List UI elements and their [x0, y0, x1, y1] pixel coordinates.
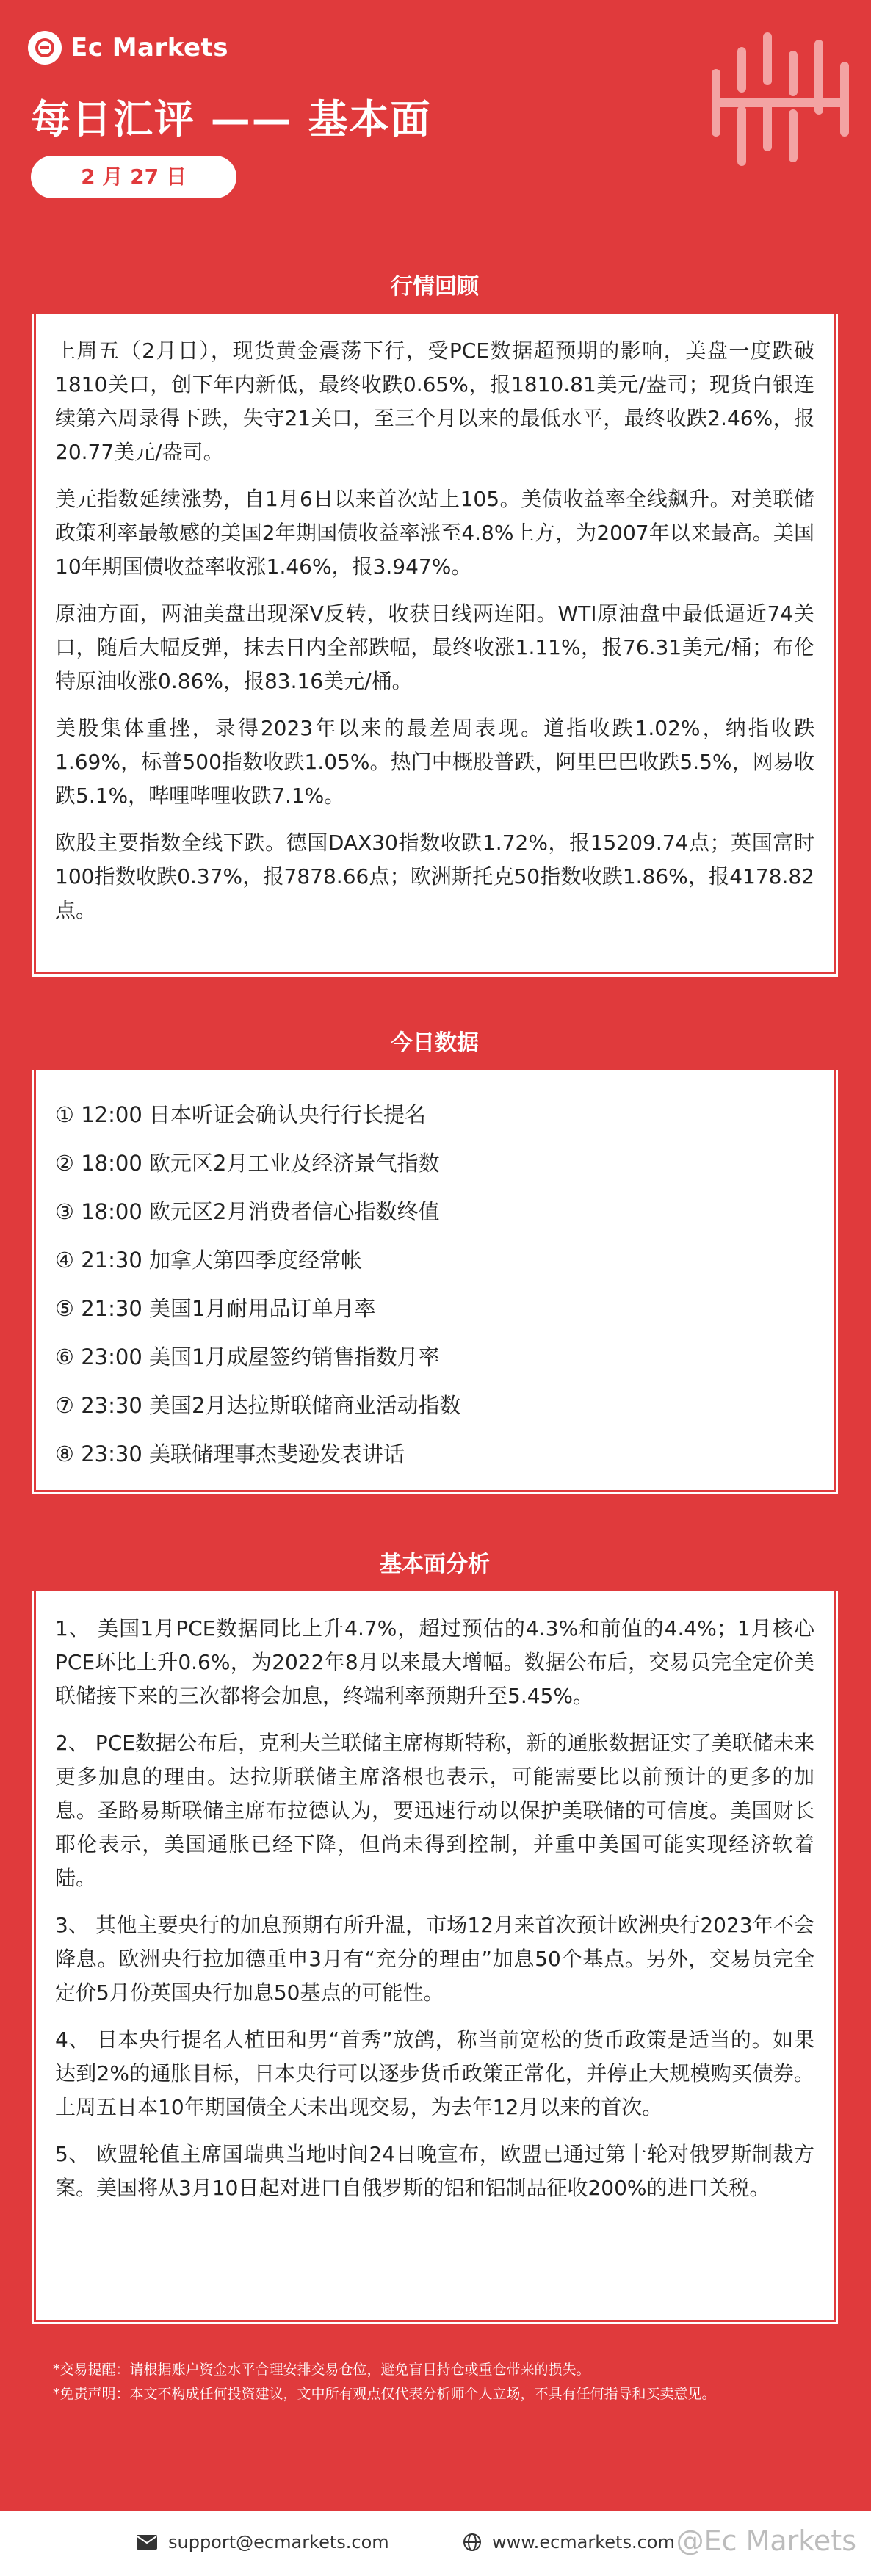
email-text: support@ecmarkets.com	[168, 2532, 389, 2553]
paragraph: 上周五（2月日），现货黄金震荡下行，受PCE数据超预期的影响，美盘一度跌破1810关口，创下年内新低，最终收跌0.65%，报1810.81美元/盎司；现货白银连续第六周录得下跌，失守21关口，至三个月以来的最低水平，最终收跌2.46%，报20.77美元/盎司。	[55, 339, 814, 464]
footer	[0, 2511, 871, 2576]
mail-icon	[136, 2534, 158, 2550]
market-review-card	[28, 257, 842, 980]
list-item: ⑦ 23:30 美国2月达拉斯联储商业活动指数	[55, 1393, 461, 1418]
watermark: @Ec Markets	[676, 2525, 856, 2557]
website-text: www.ecmarkets.com	[492, 2532, 675, 2553]
paragraph: 1、 美国1月PCE数据同比上升4.7%，超过预估的4.3%和前值的4.4%；1月核心PCE环比上升0.6%，为2022年8月以来最大增幅。数据公布后，交易员完全定价美联储接下来的三次都将会加息，终端利率预期升至5.45%。	[55, 1616, 814, 1708]
paragraph: 欧股主要指数全线下跌。德国DAX30指数收跌1.72%，报15209.74点；英国富时100指数收跌0.37%，报7878.66点；欧洲斯托克50指数收跌1.86%，报4178.82点。	[55, 831, 814, 922]
paragraph: 3、 其他主要央行的加息预期有所升温，市场12月来首次预计欧洲央行2023年不会降息。欧洲央行拉加德重申3月有“充分的理由”加息50个基点。另外，交易员完全定价5月份英国央行加息50基点的可能性。	[55, 1913, 814, 2005]
paragraph: 4、 日本央行提名人植田和男“首秀”放鸽，称当前宽松的货币政策是适当的。如果达到2%的通胀目标，日本央行可以逐步货币政策正常化，并停止大规模购买债券。上周五日本10年期国债全天未出现交易，为去年12月以来的首次。	[55, 2027, 814, 2119]
today-data-card	[28, 1013, 842, 1498]
list-item: ③ 18:00 欧元区2月消费者信心指数终值	[55, 1199, 440, 1224]
globe-icon	[463, 2533, 482, 2552]
list-item: ② 18:00 欧元区2月工业及经济景气指数	[55, 1151, 440, 1176]
fundamental-analysis-body	[55, 1612, 814, 2218]
support-email[interactable]	[136, 2532, 389, 2553]
list-item: ④ 21:30 加拿大第四季度经常帐	[55, 1248, 363, 1273]
today-data-title: 今日数据	[32, 1017, 838, 1070]
brand-name: Ec Markets	[71, 33, 229, 62]
paragraph: 2、 PCE数据公布后，克利夫兰联储主席梅斯特称，新的通胀数据证实了美联储未来更多加息的理由。达拉斯联储主席洛根也表示，可能需要比以前预计的更多的加息。圣路易斯联储主席布拉德认为，要迅速行动以保护美联储的可信度。美国财长耶伦表示，美国通胀已经下降，但尚未得到控制，并重申美国可能实现经济软着陆。	[55, 1731, 814, 1890]
fundamental-analysis-title: 基本面分析	[32, 1538, 838, 1591]
date-badge: 2 月 27 日	[31, 156, 236, 198]
list-item: ⑥ 23:00 美国1月成屋签约销售指数月率	[55, 1345, 440, 1370]
disclaimer	[53, 2359, 824, 2407]
page-title: 每日汇评 —— 基本面	[31, 96, 432, 142]
decorative-pattern-icon	[701, 22, 856, 176]
trade-reminder: *交易提醒：请根据账户资金水平合理安排交易仓位，避免盲目持仓或重仓带来的损失。	[53, 2362, 590, 2378]
list-item: ① 12:00 日本听证会确认央行行长提名	[55, 1102, 427, 1127]
market-review-body	[55, 334, 814, 941]
paragraph: 原油方面，两油美盘出现深V反转，收获日线两连阳。WTI原油盘中最低逼近74关口，随后大幅反弹，抹去日内全部跌幅，最终收涨1.11%，报76.31美元/桶；布伦特原油收涨0.86%，报83.16美元/桶。	[55, 601, 814, 693]
list-item: ⑧ 23:30 美联储理事杰斐逊发表讲话	[55, 1441, 405, 1466]
brand-logo	[28, 31, 228, 65]
website-link[interactable]	[463, 2532, 675, 2553]
paragraph: 美元指数延续涨势，自1月6日以来首次站上105。美债收益率全线飙升。对美联储政策利率最敏感的美国2年期国债收益率涨至4.8%上方，为2007年以来最高。美国10年期国债收益率收涨1.46%，报3.947%。	[55, 487, 814, 579]
fundamental-analysis-card	[28, 1535, 842, 2328]
legal-disclaimer: *免责声明：本文不构成任何投资建议，文中所有观点仅代表分析师个人立场，不具有任何指导和买卖意见。	[53, 2386, 716, 2402]
paragraph: 美股集体重挫，录得2023年以来的最差周表现。道指收跌1.02%，纳指收跌1.69%，标普500指数收跌1.05%。热门中概股普跌，阿里巴巴收跌5.5%，网易收跌5.1%，哔哩哔哩收跌7.1%。	[55, 716, 814, 808]
header	[0, 0, 871, 250]
market-review-title: 行情回顾	[32, 261, 838, 314]
list-item: ⑤ 21:30 美国1月耐用品订单月率	[55, 1296, 376, 1321]
paragraph: 5、 欧盟轮值主席国瑞典当地时间24日晚宣布，欧盟已通过第十轮对俄罗斯制裁方案。美国将从3月10日起对进口自俄罗斯的铝和铝制品征收200%的进口关税。	[55, 2142, 814, 2200]
logo-mark-icon	[28, 31, 62, 65]
today-data-list	[55, 1098, 814, 1486]
